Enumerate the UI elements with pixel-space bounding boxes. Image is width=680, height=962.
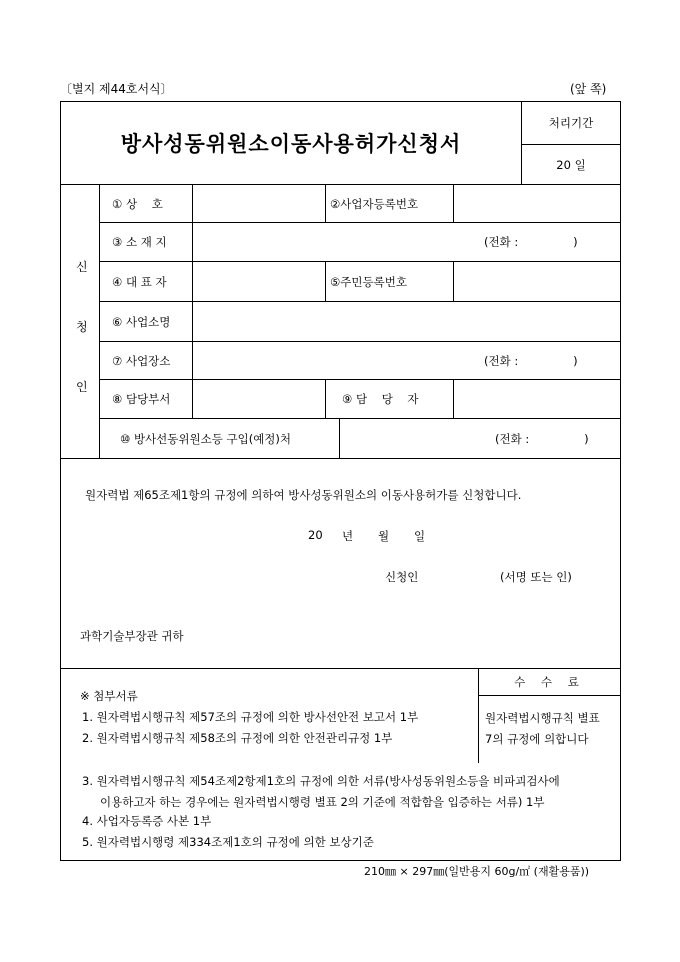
page-side: (앞 쪽) [570, 82, 607, 96]
date-month-unit: 월 [378, 529, 390, 543]
representative-field[interactable] [193, 262, 325, 301]
fee-text-line1: 원자력법시행규칙 별표 [485, 711, 600, 725]
attachment-item-3: 3. 원자력법시행규칙 제54조제2항제1호의 규정에 의한 서류(방사성동위원소등을 비파괴검사에 [82, 774, 560, 788]
purchase-source-label: ⑩ 방사선동위원소등 구입(예정)처 [120, 431, 292, 446]
form-title: 방사성동위원소이동사용허가신청서 [120, 131, 462, 156]
person-in-charge-label: ⑨ 담 당 자 [342, 392, 419, 406]
date-year-unit: 년 [342, 529, 354, 543]
site-location-label: ⑦ 사업장소 [112, 353, 171, 368]
purchase-source-phone: (전화 : ) [495, 431, 589, 446]
addressee: 과학기술부장관 귀하 [80, 629, 184, 643]
attachment-item-5: 5. 원자력법시행령 제334조제1호의 규정에 의한 보상기준 [82, 835, 374, 849]
site-name-field[interactable] [193, 302, 620, 341]
person-in-charge-field[interactable] [454, 380, 620, 418]
form-number: 〔별지 제44호서식〕 [60, 82, 173, 96]
representative-label: ④ 대 표 자 [112, 274, 167, 289]
paper-spec: 210㎜ × 297㎜(일반용지 60g/㎡ (재활용품)) [364, 865, 590, 878]
applicant-char-1: 신 [76, 260, 88, 274]
site-name-label: ⑥ 사업소명 [112, 314, 171, 329]
department-field[interactable] [193, 380, 325, 418]
business-reg-label: ②사업자등록번호 [330, 196, 419, 211]
fee-label: 수 수 료 [514, 675, 585, 689]
date-day-unit: 일 [414, 529, 426, 543]
declaration-statement: 원자력법 제65조제1항의 규정에 의하여 방사성동위원소의 이동사용허가를 신청합니다. [85, 488, 522, 502]
fee-text-line2: 7의 규정에 의합니다 [485, 732, 589, 746]
attachment-item-3-cont: 이용하고자 하는 경우에는 원자력법시행령 별표 2의 기준에 적합함을 입증하는 서류) 1부 [100, 795, 545, 809]
attachments-heading: ※ 첨부서류 [80, 689, 138, 703]
signature-field[interactable]: (서명 또는 인) [500, 570, 572, 584]
date-year-value: 20 [308, 528, 323, 542]
attachment-item-2: 2. 원자력법시행규칙 제58조의 규정에 의한 안전관리규정 1부 [82, 731, 393, 745]
attachment-item-1: 1. 원자력법시행규칙 제57조의 규정에 의한 방사선안전 보고서 1부 [82, 710, 419, 724]
trade-name-field[interactable] [193, 185, 325, 222]
applicant-sign-label: 신청인 [385, 570, 419, 584]
processing-period-label: 처리기간 [548, 116, 594, 130]
address-phone: (전화 : ) [484, 235, 578, 249]
processing-period-value: 20 일 [556, 157, 586, 172]
attachment-item-4: 4. 사업자등록증 사본 1부 [82, 814, 212, 828]
address-label: ③ 소 재 지 [112, 235, 167, 249]
resident-reg-label: ⑤주민등록번호 [330, 274, 407, 289]
trade-name-label: ① 상 호 [112, 196, 163, 211]
department-label: ⑧ 담당부서 [112, 392, 171, 406]
site-location-phone: (전화 : ) [484, 353, 578, 368]
business-reg-field[interactable] [454, 185, 620, 222]
applicant-char-2: 청 [76, 320, 88, 334]
applicant-char-3: 인 [76, 380, 88, 394]
resident-reg-field[interactable] [454, 262, 620, 301]
